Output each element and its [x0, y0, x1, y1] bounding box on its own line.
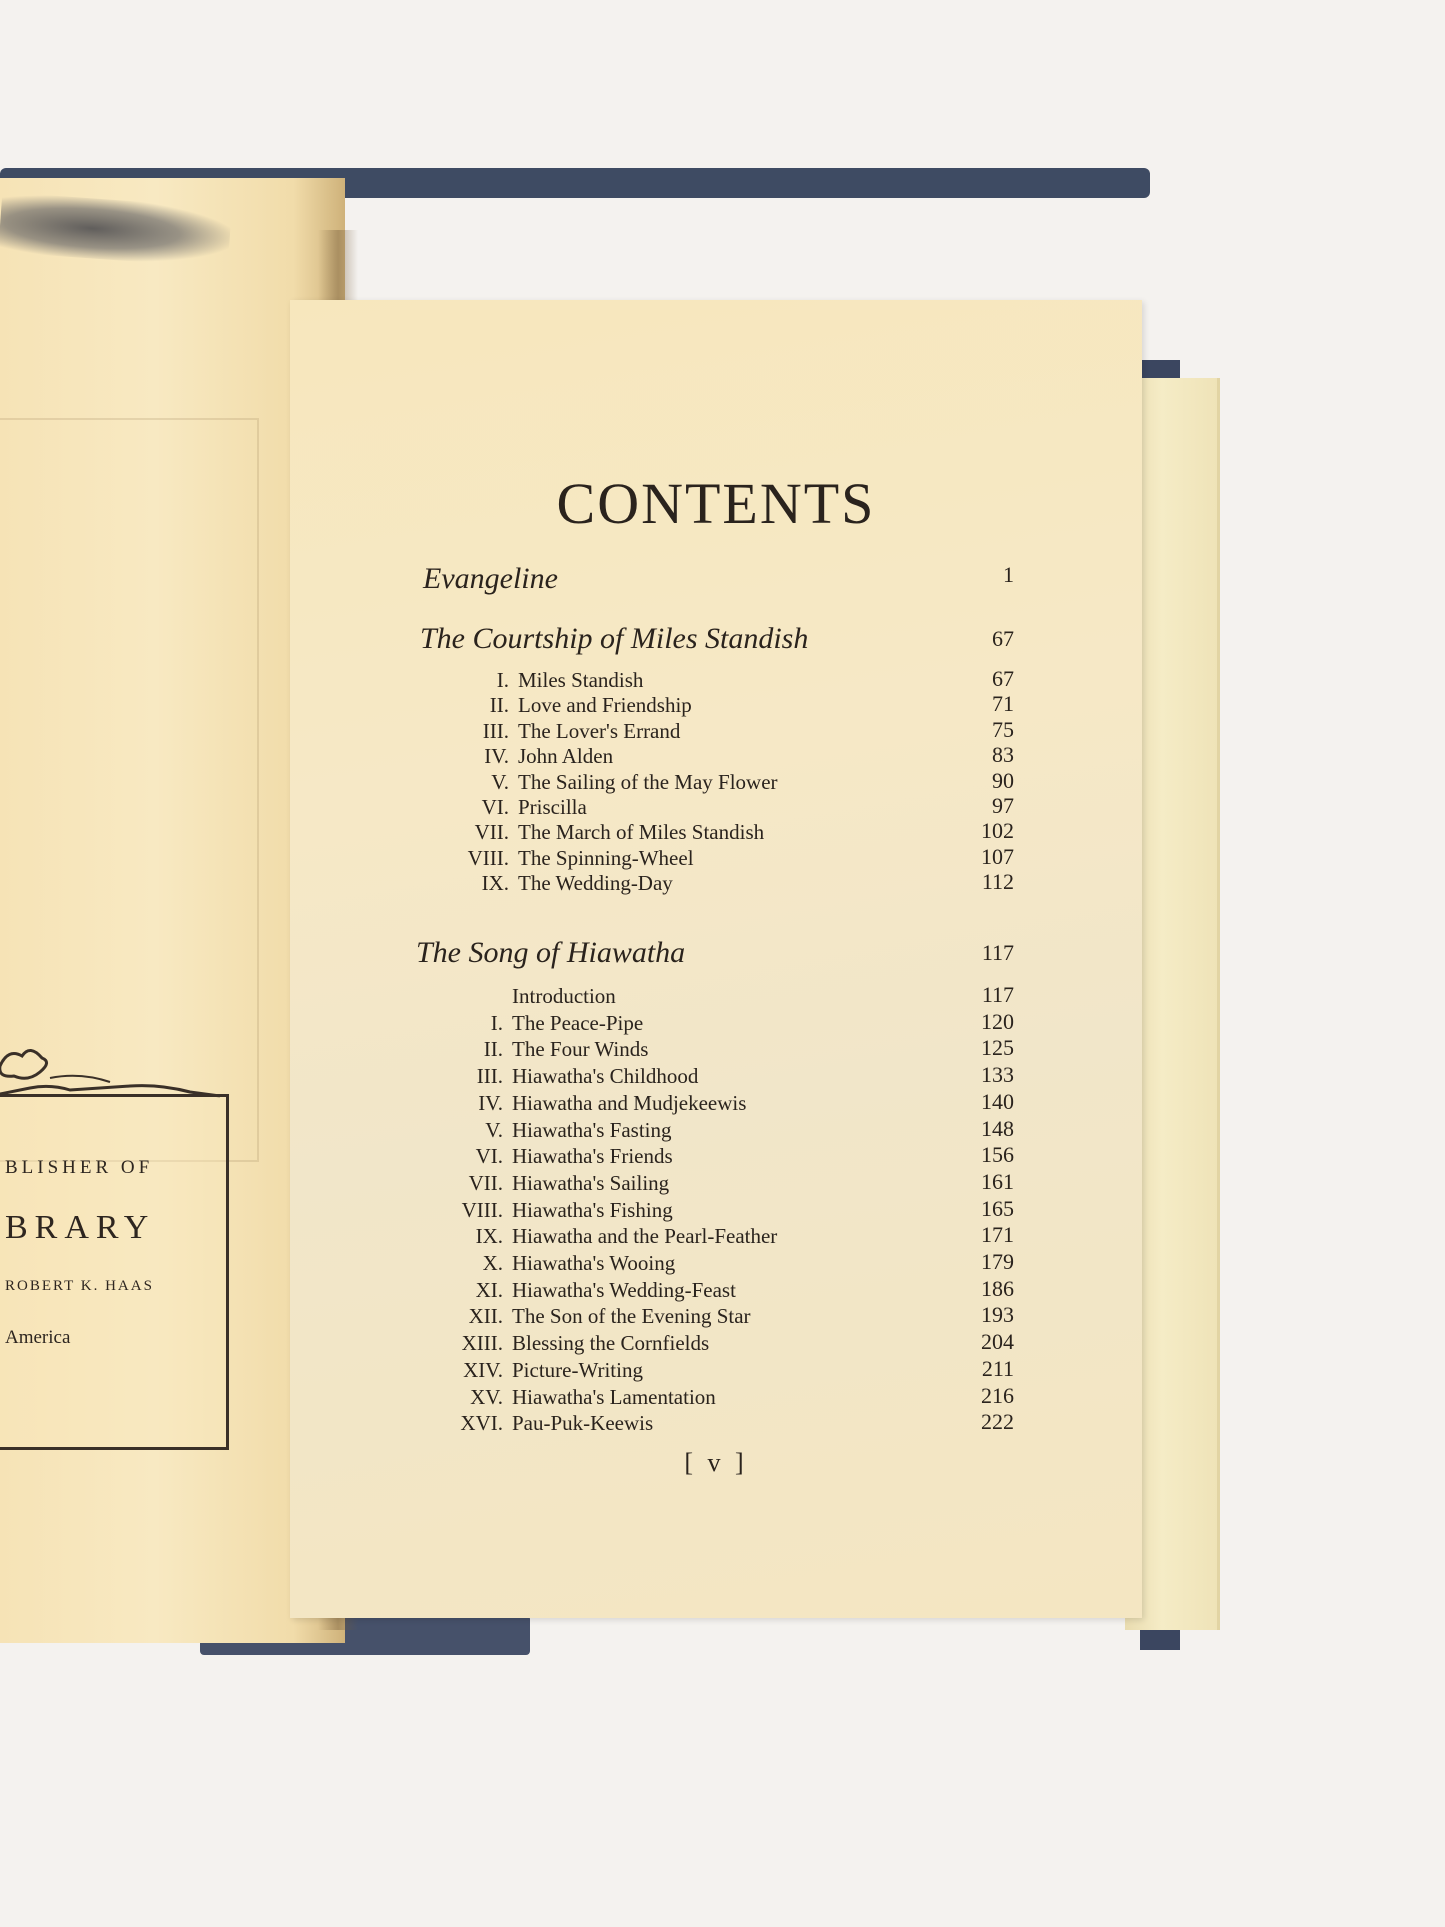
- entry-page-number: 179: [981, 1249, 1014, 1274]
- entry-numeral: XI.: [475, 1277, 503, 1302]
- entry-page-number: 107: [981, 843, 1014, 869]
- toc-entry: [496, 668, 644, 694]
- section-page-number: 117: [981, 940, 1014, 965]
- entry-page-number: 112: [981, 869, 1014, 895]
- entry-title: Love and Friendship: [518, 693, 692, 718]
- toc-entry: [512, 984, 616, 1010]
- entry-title: Hiawatha's Wedding-Feast: [512, 1277, 736, 1302]
- toc-entry: [476, 1064, 699, 1090]
- entry-title: The Peace-Pipe: [512, 1010, 644, 1035]
- toc-entry: [460, 1411, 654, 1437]
- entry-page-number: 216: [981, 1382, 1014, 1408]
- entry-page-number: 204: [981, 1329, 1014, 1355]
- entry-page-number: 71: [992, 691, 1014, 717]
- entry-title: Blessing the Cornfields: [512, 1331, 710, 1356]
- toc-entry: [490, 1010, 644, 1037]
- entry-page-number: 125: [981, 1035, 1014, 1061]
- entry-page-number: 67: [992, 666, 1014, 691]
- toc-entry: [484, 744, 614, 770]
- entry-numeral: VIII.: [467, 845, 509, 870]
- entry-numeral: IV.: [478, 1090, 503, 1115]
- entry-title: The Sailing of the May Flower: [518, 769, 778, 794]
- page-title: CONTENTS: [556, 471, 876, 536]
- entry-numeral: IX.: [481, 871, 509, 896]
- entry-title: The Spinning-Wheel: [518, 845, 694, 870]
- entry-title: John Alden: [518, 744, 614, 769]
- entry-numeral: XII.: [468, 1304, 503, 1329]
- entry-title: The Four Winds: [512, 1037, 649, 1062]
- entry-page-number: 133: [981, 1062, 1014, 1088]
- section-title: The Courtship of Miles Standish: [420, 622, 809, 655]
- publisher-line: BRARY: [5, 1209, 156, 1246]
- publisher-line: America: [5, 1327, 71, 1348]
- entry-page-number: 148: [981, 1115, 1014, 1141]
- entry-numeral: III.: [476, 1064, 503, 1089]
- toc-entry: [474, 820, 765, 846]
- entry-numeral: II.: [489, 693, 509, 718]
- publisher-colophon: [0, 1094, 229, 1450]
- entry-title: Priscilla: [518, 795, 587, 819]
- entry-title: Hiawatha's Fishing: [512, 1197, 673, 1222]
- ink-smudge: [0, 192, 232, 268]
- entry-page-number: 186: [981, 1275, 1014, 1301]
- entry-page-number: 117: [981, 982, 1014, 1007]
- entry-numeral: X.: [482, 1251, 503, 1275]
- entry-numeral: XV.: [470, 1384, 503, 1409]
- entry-page-number: 102: [981, 818, 1014, 844]
- entry-title: Hiawatha's Childhood: [512, 1064, 699, 1089]
- entry-numeral: I.: [490, 1010, 503, 1035]
- entry-numeral: XVI.: [460, 1411, 503, 1436]
- entry-numeral: I.: [496, 668, 509, 692]
- entry-title: Introduction: [512, 984, 616, 1008]
- toc-entry: [491, 769, 778, 796]
- toc-entry: [478, 1090, 747, 1117]
- section-title: Evangeline: [423, 562, 558, 595]
- publisher-line: BLISHER OF: [5, 1157, 154, 1178]
- toc-entry: [463, 1357, 643, 1384]
- entry-title: Hiawatha's Lamentation: [512, 1384, 716, 1409]
- toc-entry: [481, 795, 587, 821]
- toc-entry: [468, 1170, 670, 1197]
- entry-title: Hiawatha's Fasting: [512, 1117, 672, 1142]
- publisher-line: ROBERT K. HAAS: [5, 1278, 154, 1294]
- entry-title: Picture-Writing: [512, 1357, 643, 1382]
- toc-entry: [481, 871, 673, 897]
- toc-entry: [475, 1224, 778, 1250]
- entry-title: The Lover's Errand: [518, 718, 681, 743]
- entry-title: Miles Standish: [518, 668, 644, 692]
- page-folio: [ v ]: [684, 1448, 748, 1477]
- entry-title: Hiawatha's Wooing: [512, 1251, 676, 1275]
- entry-title: The Son of the Evening Star: [512, 1304, 751, 1329]
- entry-page-number: 120: [981, 1008, 1014, 1034]
- entry-numeral: III.: [482, 718, 509, 743]
- entry-page-number: 90: [992, 767, 1014, 793]
- toc-entry: [461, 1331, 710, 1357]
- entry-numeral: VII.: [468, 1170, 503, 1195]
- contents-page: [290, 300, 1142, 1618]
- entry-page-number: 97: [992, 793, 1014, 818]
- entry-numeral: VI.: [475, 1144, 503, 1169]
- toc-entry: [489, 693, 692, 719]
- entry-title: The Wedding-Day: [518, 871, 673, 896]
- toc-entry: [461, 1197, 673, 1224]
- toc-entry: [475, 1144, 673, 1170]
- toc-entry: [482, 718, 681, 745]
- entry-numeral: XIV.: [463, 1357, 503, 1382]
- entry-title: Pau-Puk-Keewis: [512, 1411, 654, 1436]
- entry-numeral: XIII.: [461, 1331, 503, 1356]
- toc-entry: [467, 845, 694, 872]
- entry-page-number: 222: [981, 1409, 1014, 1435]
- entry-page-number: 171: [981, 1222, 1014, 1248]
- entry-page-number: 165: [981, 1195, 1014, 1221]
- toc-entry: [483, 1037, 649, 1063]
- entry-numeral: VIII.: [461, 1197, 503, 1222]
- entry-numeral: IX.: [475, 1224, 503, 1249]
- entry-title: Hiawatha and Mudjekeewis: [512, 1090, 747, 1115]
- entry-title: Hiawatha and the Pearl-Feather: [512, 1224, 778, 1249]
- entry-numeral: VII.: [474, 820, 509, 845]
- toc-entry: [475, 1277, 736, 1304]
- entry-page-number: 211: [981, 1355, 1014, 1381]
- entry-numeral: V.: [485, 1117, 503, 1142]
- entry-numeral: IV.: [484, 744, 509, 769]
- entry-page-number: 156: [981, 1142, 1014, 1168]
- entry-page-number: 193: [981, 1302, 1014, 1328]
- entry-page-number: 83: [992, 742, 1014, 768]
- section-page-number: 1: [1003, 562, 1014, 587]
- entry-title: Hiawatha's Friends: [512, 1144, 673, 1169]
- entry-page-number: 75: [992, 716, 1014, 742]
- toc-entry: [485, 1117, 672, 1144]
- toc-entry: [470, 1384, 716, 1411]
- section-title: The Song of Hiawatha: [416, 936, 686, 969]
- section-page-number: 67: [992, 626, 1014, 651]
- entry-title: The March of Miles Standish: [518, 820, 765, 845]
- entry-title: Hiawatha's Sailing: [512, 1170, 670, 1195]
- entry-page-number: 161: [981, 1168, 1014, 1194]
- toc-entry: [482, 1251, 676, 1277]
- entry-numeral: VI.: [481, 795, 509, 819]
- toc-entry: [468, 1304, 751, 1330]
- entry-numeral: V.: [491, 769, 509, 794]
- entry-numeral: II.: [483, 1037, 503, 1062]
- entry-page-number: 140: [981, 1088, 1014, 1114]
